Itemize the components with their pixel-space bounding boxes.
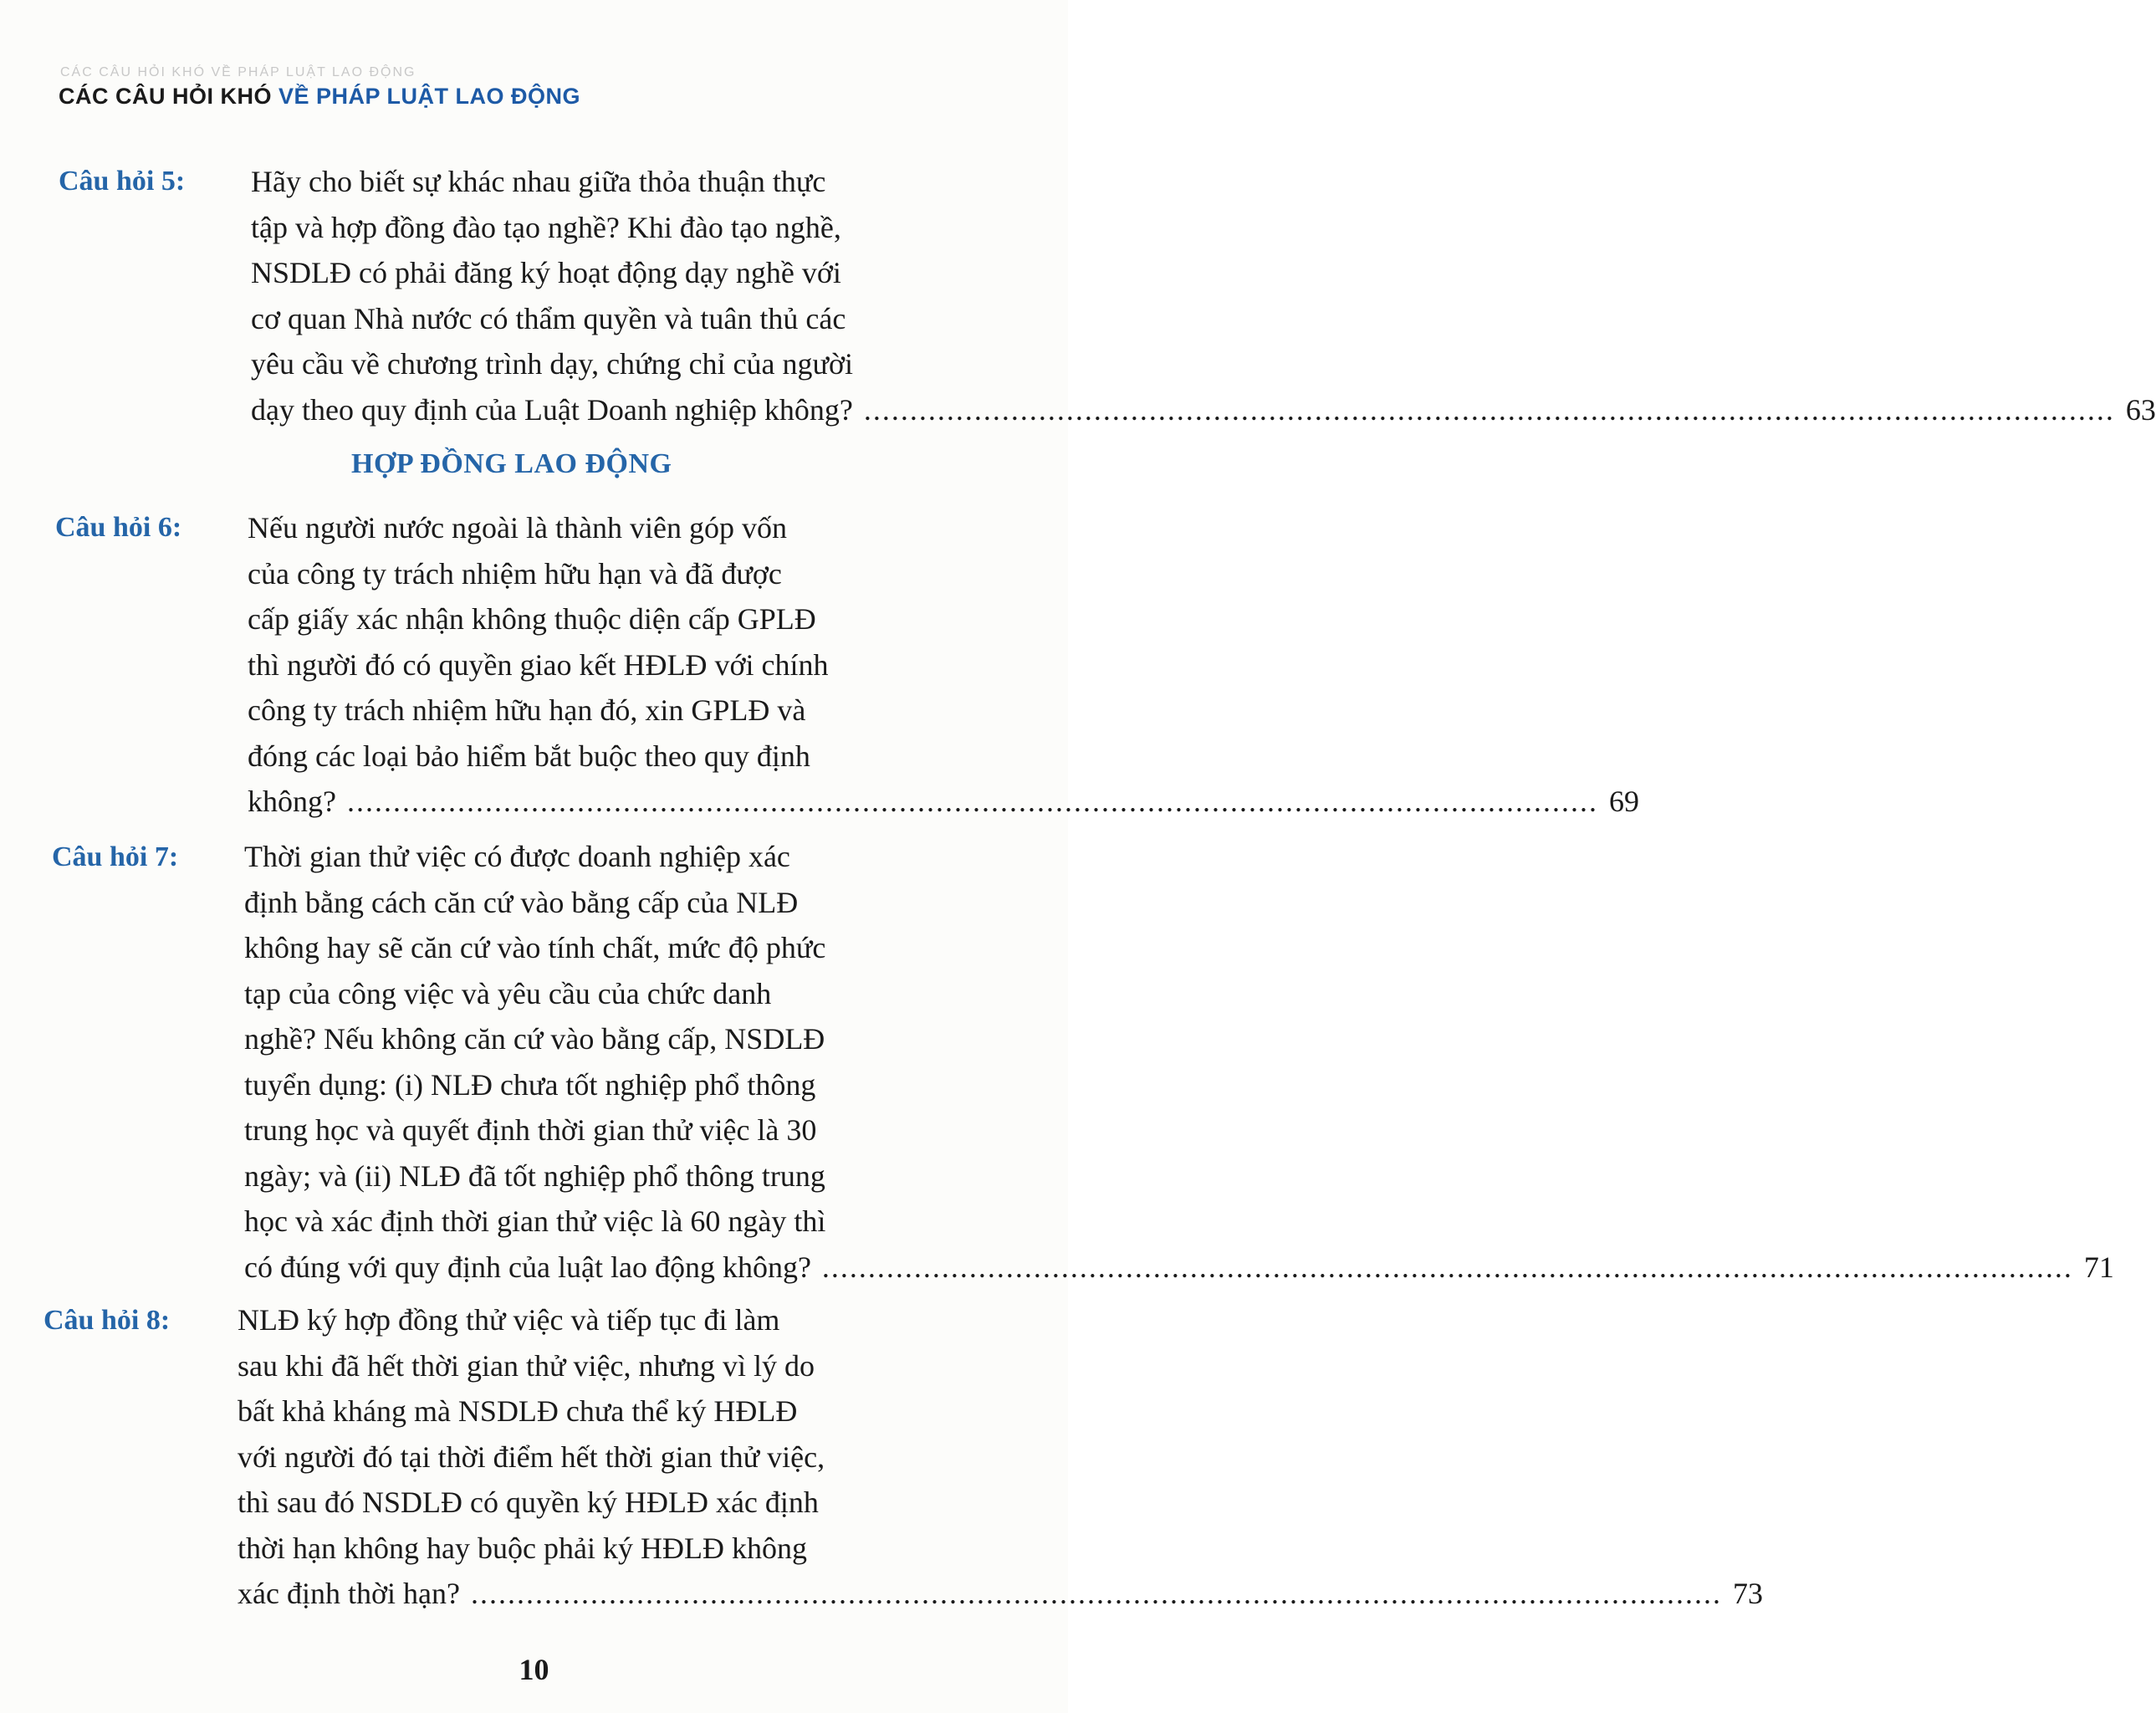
question-5-line: yêu cầu về chương trình dạy, chứng chỉ của người [251, 347, 854, 381]
question-8-line: bất khả kháng mà NSDLĐ chưa thể ký HĐLĐ [238, 1394, 798, 1428]
running-header [59, 84, 580, 110]
running-header-part1: CÁC CÂU HỎI KHÓ [59, 84, 278, 109]
page-number: 10 [519, 1653, 549, 1686]
leader-dots [819, 1250, 2077, 1284]
question-7-label: Câu hỏi 7: [52, 841, 179, 872]
section-title: HỢP ĐỒNG LAO ĐỘNG [351, 448, 672, 479]
question-7-line: Thời gian thử việc có được doanh nghiệp xác [244, 840, 790, 873]
question-8-page-ref: 73 [1732, 1577, 1763, 1610]
question-6-line: cấp giấy xác nhận không thuộc diện cấp GPLĐ [248, 602, 816, 636]
question-6-line: thì người đó có quyền giao kết HĐLĐ với chính [248, 647, 829, 682]
question-6-line: của công ty trách nhiệm hữu hạn và đã được [248, 556, 782, 591]
question-7-line: nghề? Nếu không căn cứ vào bằng cấp, NSDLĐ [244, 1022, 825, 1056]
question-6-label: Câu hỏi 6: [55, 512, 182, 543]
question-8-last-text: xác định thời hạn? [238, 1577, 460, 1610]
question-5-last-text: dạy theo quy định của Luật Doanh nghiệp không? [251, 392, 853, 427]
question-7-line: định bằng cách căn cứ vào bằng cấp của NLĐ [244, 885, 799, 919]
question-7-line: không hay sẽ căn cứ vào tính chất, mức độ phức [244, 931, 826, 964]
question-6-last-text: không? [248, 785, 336, 818]
question-5-line: NSDLĐ có phải đăng ký hoạt động dạy nghề với [251, 256, 841, 289]
question-8-text [238, 1297, 1763, 1617]
question-7-line: trung học và quyết định thời gian thử việc là 30 [244, 1113, 817, 1147]
question-7-text [244, 834, 2114, 1290]
question-7-page-ref: 71 [2083, 1250, 2114, 1284]
running-header-part2: VỀ PHÁP LUẬT LAO ĐỘNG [278, 84, 581, 109]
question-6-page-ref: 69 [1608, 785, 1639, 818]
question-5-line: cơ quan Nhà nước có thẩm quyền và tuân thủ các [251, 301, 846, 335]
question-6-text [248, 505, 1639, 825]
question-8-line: với người đó tại thời điểm hết thời gian thử việc, [238, 1439, 825, 1474]
question-8-line: thì sau đó NSDLĐ có quyền ký HĐLĐ xác định [238, 1485, 819, 1519]
question-8-line: sau khi đã hết thời gian thử việc, nhưng vì lý do [238, 1348, 815, 1383]
leader-dots [344, 785, 1602, 818]
leader-dots [861, 393, 2118, 427]
question-7-line: học và xác định thời gian thử việc là 60 ngày thì [244, 1204, 826, 1238]
question-5-line: tập và hợp đồng đào tạo nghề? Khi đào tạo nghề, [251, 210, 841, 244]
question-8-line: thời hạn không hay buộc phải ký HĐLĐ không [238, 1531, 807, 1565]
question-6-line: đóng các loại bảo hiểm bắt buộc theo quy định [248, 739, 810, 773]
faded-header-text: CÁC CÂU HỎI KHÓ VỀ PHÁP LUẬT LAO ĐỘNG [60, 65, 416, 79]
question-7-last-text: có đúng với quy định của luật lao động không? [244, 1250, 811, 1284]
question-8-last-line [238, 1571, 1763, 1617]
question-7-line: tạp của công việc và yêu cầu của chức danh [244, 976, 772, 1010]
question-5-text [251, 159, 2156, 432]
question-7-line: ngày; và (ii) NLĐ đã tốt nghiệp phổ thông trung [244, 1158, 825, 1193]
question-7-last-line [244, 1245, 2114, 1291]
question-6-last-line [248, 779, 1639, 825]
question-8-line: NLĐ ký hợp đồng thử việc và tiếp tục đi làm [238, 1303, 780, 1337]
question-6-line: Nếu người nước ngoài là thành viên góp vốn [248, 511, 787, 545]
question-7-line: tuyển dụng: (i) NLĐ chưa tốt nghiệp phổ thông [244, 1067, 816, 1102]
question-6-line: công ty trách nhiệm hữu hạn đó, xin GPLĐ và [248, 693, 806, 727]
question-5-label: Câu hỏi 5: [59, 166, 186, 197]
question-5-line: Hãy cho biết sự khác nhau giữa thỏa thuận thực [251, 165, 826, 198]
question-5-page-ref: 63 [2125, 392, 2156, 427]
leader-dots [467, 1577, 1725, 1610]
question-5-last-line [251, 387, 2156, 433]
question-8-label: Câu hỏi 8: [43, 1305, 171, 1336]
